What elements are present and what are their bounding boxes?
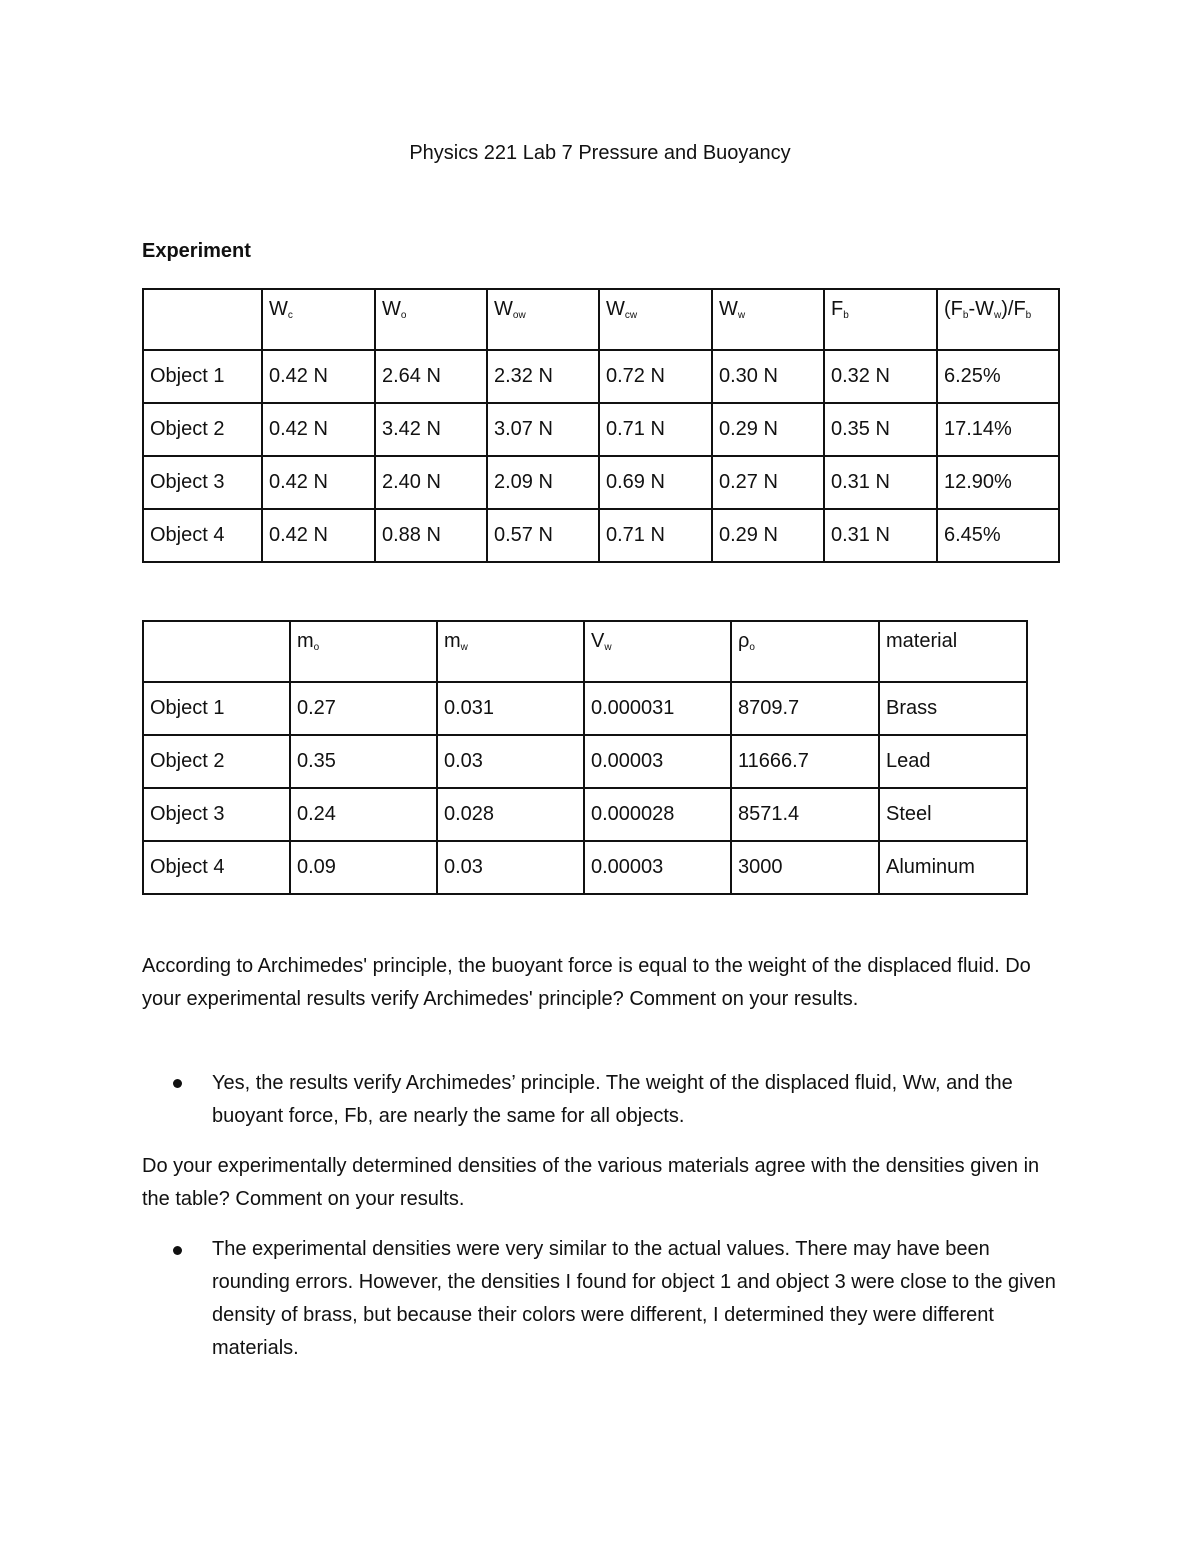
table-cell: 0.29 N [712,403,824,456]
table-cell: 0.031 [437,682,584,735]
header-cell-mw: $m_w$ [437,621,584,682]
table-cell: 0.000028 [584,788,731,841]
weights-table [142,288,1060,563]
row-label: Object 1 [143,350,262,403]
row-label: Object 3 [143,456,262,509]
table-row [143,350,1059,403]
table-cell: 0.29 N [712,509,824,562]
header-cell-material: material [879,621,1027,682]
table-cell: 0.31 N [824,509,937,562]
answer-1: Yes, the results verify Archimedes’ principle. The weight of the displaced fluid, Ww, and the buoyant force, Fb, are nearly the same for all objects. [212,1072,1013,1127]
table-cell: 0.27 [290,682,437,735]
question-1: According to Archimedes' principle, the buoyant force is equal to the weight of the displaced fluid. Do your experimental results verify Archimedes' principle? Comment on your results. [142,955,1031,1010]
section-heading-experiment: Experiment [142,240,251,262]
header-cell-percent-diff: $(F_b-W_w)/F_b$ [937,289,1059,350]
table-cell: 0.71 N [599,403,712,456]
table-cell: 8571.4 [731,788,879,841]
bullet-icon [173,1246,182,1255]
row-label: Object 4 [143,841,290,894]
table-row [143,456,1059,509]
table-cell: 0.32 N [824,350,937,403]
table-cell: 2.64 N [375,350,487,403]
header-cell-vw: $V_w$ [584,621,731,682]
table-cell: 0.42 N [262,456,375,509]
table-cell: 0.57 N [487,509,599,562]
header-cell-ww: $W_w$ [712,289,824,350]
table-cell: Lead [879,735,1027,788]
table-cell: 12.90% [937,456,1059,509]
table-row [143,735,1027,788]
header-cell-wo: $W_o$ [375,289,487,350]
page-title: Physics 221 Lab 7 Pressure and Buoyancy [409,142,791,164]
table-cell: 0.000031 [584,682,731,735]
table-cell: 0.72 N [599,350,712,403]
table-cell: 0.35 N [824,403,937,456]
header-cell-wow: $W_{ow}$ [487,289,599,350]
header-cell-empty [143,289,262,350]
table-cell: 0.09 [290,841,437,894]
table-cell: 0.71 N [599,509,712,562]
row-label: Object 3 [143,788,290,841]
table-header-row [143,289,1059,350]
table-cell: 0.03 [437,841,584,894]
table-row [143,403,1059,456]
header-cell-wc: $W_c$ [262,289,375,350]
table-cell: Brass [879,682,1027,735]
header-cell-wcw: $W_{cw}$ [599,289,712,350]
table-cell: Steel [879,788,1027,841]
table-cell: 6.45% [937,509,1059,562]
header-cell-empty [143,621,290,682]
header-cell-rho: $\rho_o$ [731,621,879,682]
table-cell: 0.35 [290,735,437,788]
table-cell: 0.028 [437,788,584,841]
table-cell: 0.00003 [584,735,731,788]
question-2: Do your experimentally determined densities of the various materials agree with the densities given in the table? Comment on your results. [142,1155,1040,1210]
density-table [142,620,1028,895]
header-cell-fb: $F_b$ [824,289,937,350]
table-cell: 2.32 N [487,350,599,403]
table-cell: 0.88 N [375,509,487,562]
table-cell: 2.09 N [487,456,599,509]
table-cell: 8709.7 [731,682,879,735]
table-cell: 0.31 N [824,456,937,509]
table-row [143,788,1027,841]
table-cell: 0.24 [290,788,437,841]
answer-2: The experimental densities were very similar to the actual values. There may have been rounding errors. However, the densities I found for object 1 and object 3 were close to the given density of brass, but because their colors were different, I determined they were different materials. [212,1238,1056,1359]
header-cell-mo: $m_o$ [290,621,437,682]
table-cell: 0.00003 [584,841,731,894]
row-label: Object 1 [143,682,290,735]
row-label: Object 2 [143,735,290,788]
table-cell: 6.25% [937,350,1059,403]
table-cell: 0.42 N [262,509,375,562]
table-cell: 0.69 N [599,456,712,509]
table-row [143,841,1027,894]
table-cell: 3.07 N [487,403,599,456]
table-cell: 2.40 N [375,456,487,509]
table-cell: 17.14% [937,403,1059,456]
table-cell: 0.42 N [262,403,375,456]
row-label: Object 4 [143,509,262,562]
table-cell: 0.30 N [712,350,824,403]
table-row [143,509,1059,562]
table-cell: 0.42 N [262,350,375,403]
table-cell: 0.27 N [712,456,824,509]
table-header-row [143,621,1027,682]
table-cell: 0.03 [437,735,584,788]
table-cell: Aluminum [879,841,1027,894]
table-cell: 11666.7 [731,735,879,788]
bullet-icon [173,1079,182,1088]
table-cell: 3000 [731,841,879,894]
table-cell: 3.42 N [375,403,487,456]
row-label: Object 2 [143,403,262,456]
table-row [143,682,1027,735]
